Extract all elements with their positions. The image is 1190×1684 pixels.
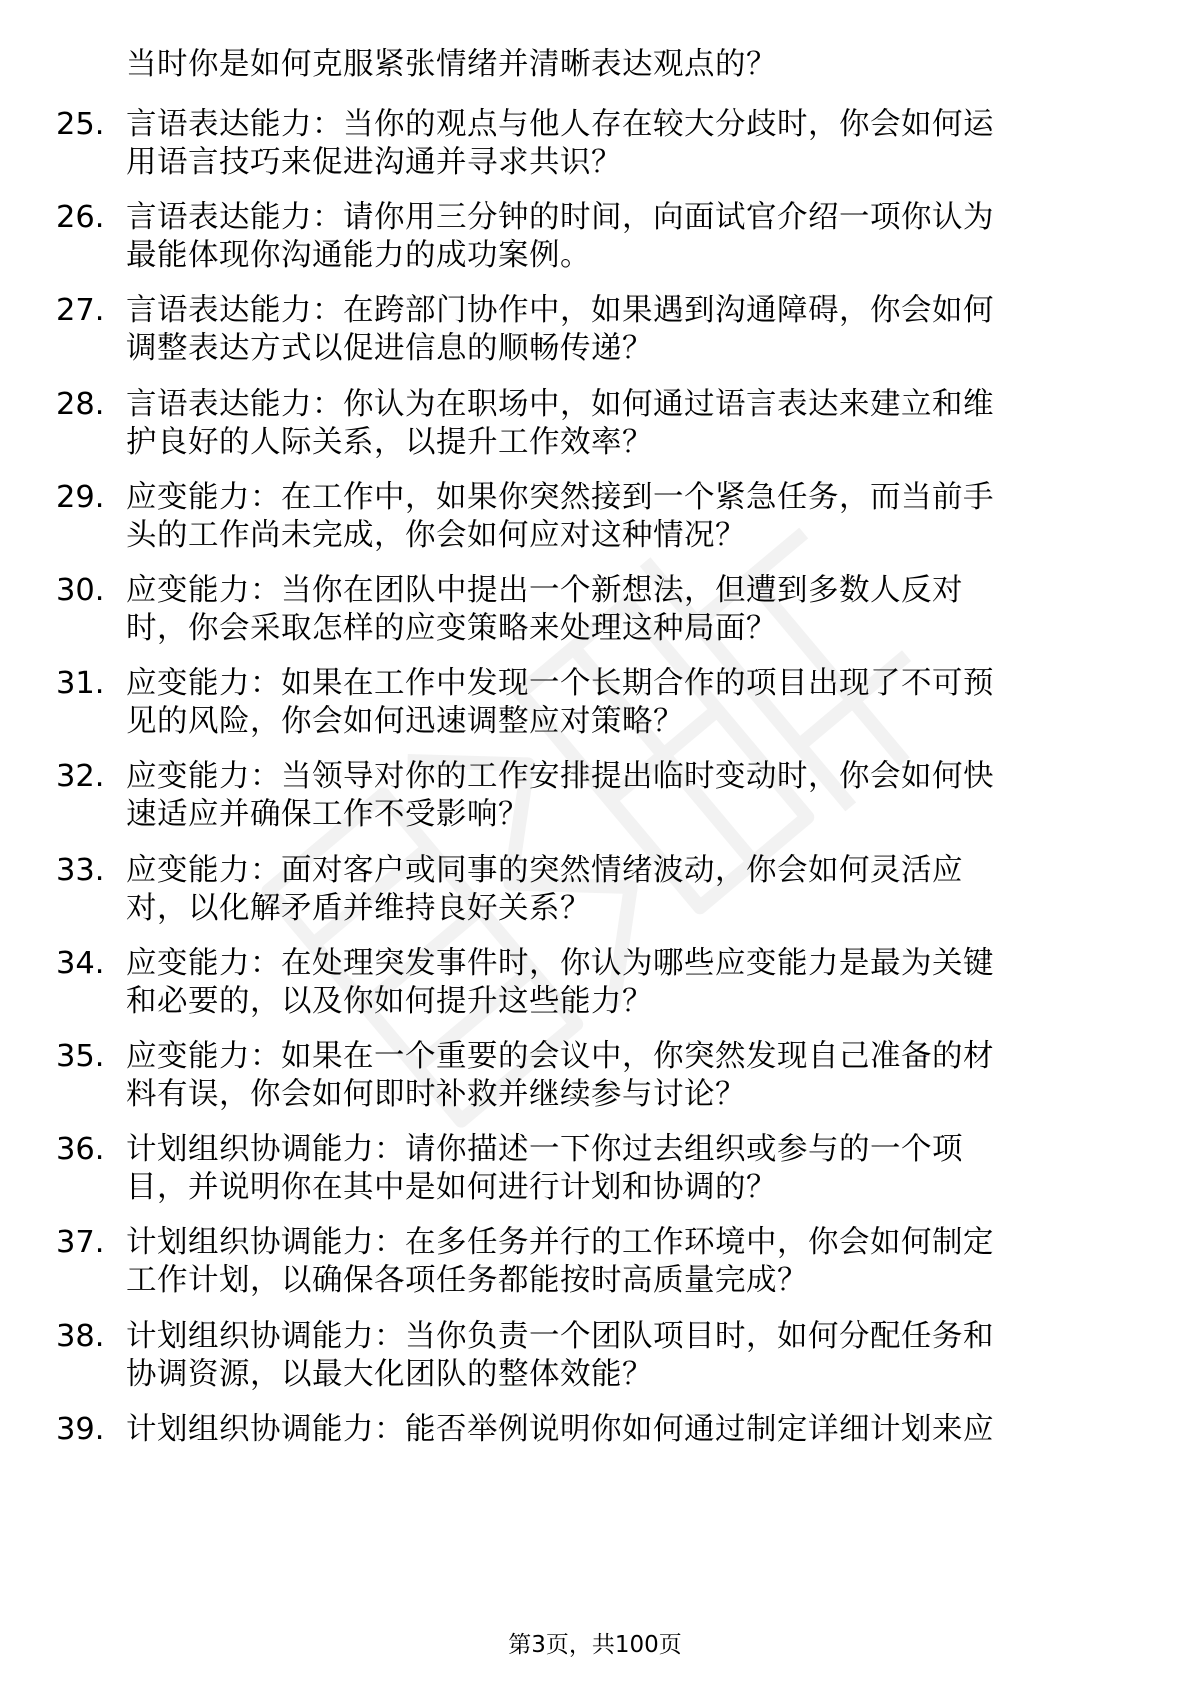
question-text-line: 料有误，你会如何即时补救并继续参与讨论？ (126, 1077, 746, 1112)
question-number: 30. (56, 573, 105, 608)
question-text-line: 调整表达方式以促进信息的顺畅传递？ (126, 331, 653, 367)
question-text-line: 计划组织协调能力：请你描述一下你过去组织或参与的一个项 (126, 1132, 963, 1168)
question-text-line: 用语言技巧来促进沟通并寻求共识？ (126, 145, 622, 180)
question-number: 35. (56, 1039, 105, 1074)
question-number: 25. (56, 107, 105, 142)
question-number: 28. (56, 386, 105, 422)
question-text-line: 应变能力：在工作中，如果你突然接到一个紧急任务，而当前手 (126, 479, 994, 515)
question-number: 31. (56, 666, 105, 702)
question-number: 27. (56, 293, 105, 329)
question-text-line: 和必要的，以及你如何提升这些能力？ (126, 983, 653, 1019)
question-text-line: 见的风险，你会如何迅速调整应对策略？ (126, 704, 684, 740)
question-number: 32. (56, 759, 105, 795)
question-text-line: 言语表达能力：当你的观点与他人存在较大分歧时，你会如何运 (126, 107, 994, 142)
question-text-line: 时，你会采取怎样的应变策略来处理这种局面？ (126, 611, 777, 646)
question-text-line: 计划组织协调能力：能否举例说明你如何通过制定详细计划来应 (126, 1411, 994, 1447)
question-number: 39. (56, 1411, 105, 1447)
question-text-line: 计划组织协调能力：当你负责一个团队项目时，如何分配任务和 (126, 1318, 994, 1354)
question-text-line: 应变能力：当你在团队中提出一个新想法，但遭到多数人反对 (126, 573, 963, 608)
question-number: 26. (56, 200, 105, 236)
question-text-line: 协调资源，以最大化团队的整体效能？ (126, 1356, 653, 1392)
question-text-line: 言语表达能力：请你用三分钟的时间，向面试官介绍一项你认为 (126, 200, 994, 236)
question-text-line: 应变能力：当领导对你的工作安排提出临时变动时，你会如何快 (126, 759, 994, 795)
question-text-line: 目，并说明你在其中是如何进行计划和协调的？ (126, 1170, 777, 1206)
question-text-line: 最能体现你沟通能力的成功案例。 (126, 238, 591, 274)
question-number: 29. (56, 479, 105, 515)
question-text-line: 工作计划，以确保各项任务都能按时高质量完成？ (126, 1263, 808, 1299)
question-number: 34. (56, 945, 105, 981)
question-text-line: 头的工作尚未完成，你会如何应对这种情况？ (126, 517, 746, 553)
question-number: 33. (56, 852, 105, 888)
question-text-line: 护良好的人际关系，以提升工作效率？ (126, 424, 653, 460)
question-number: 37. (56, 1225, 105, 1261)
question-number: 36. (56, 1132, 105, 1168)
question-text-line: 应变能力：在处理突发事件时，你认为哪些应变能力是最为关键 (126, 945, 994, 981)
question-text-line: 应变能力：面对客户或同事的突然情绪波动，你会如何灵活应 (126, 852, 963, 888)
page-footer: 第3页，共100页 (508, 1632, 682, 1658)
question-text-line: 速适应并确保工作不受影响？ (126, 797, 529, 833)
question-text-line: 言语表达能力：在跨部门协作中，如果遇到沟通障碍，你会如何 (126, 293, 994, 329)
question-text-line: 应变能力：如果在工作中发现一个长期合作的项目出现了不可预 (126, 666, 994, 702)
question-text-line: 计划组织协调能力：在多任务并行的工作环境中，你会如何制定 (126, 1225, 994, 1261)
question-number: 38. (56, 1318, 105, 1354)
continuation-line: 当时你是如何克服紧张情绪并清晰表达观点的？ (126, 47, 777, 82)
question-text-line: 对，以化解矛盾并维持良好关系？ (126, 890, 591, 926)
question-text-line: 言语表达能力：你认为在职场中，如何通过语言表达来建立和维 (126, 386, 994, 422)
question-text-line: 应变能力：如果在一个重要的会议中，你突然发现自己准备的材 (126, 1039, 994, 1074)
